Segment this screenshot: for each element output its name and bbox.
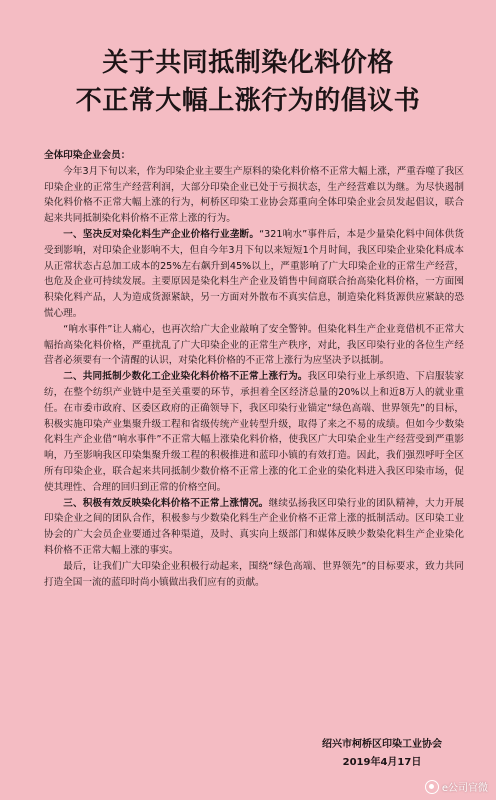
intro-paragraph: 今年3月下旬以来，作为印染企业主要生产原料的染化料价格不正常大幅上涨，严重吞噬了我区印染企业的正常生产经营利润，大部分印染企业已处于亏损状态，生产经营难以为继。为尽快遏制染化料价格不正常大幅上涨的行为，柯桥区印染工业协会郑重向全体印染企业会员发起倡议，联合起来共同抵制染化料价格不正常上涨的行为。 (44, 165, 464, 225)
title-line-1: 关于共同抵制染化料价格 (102, 48, 394, 78)
section-1-continuation: “响水事件”让人痛心，也再次给广大企业敲响了安全警钟。但染化料生产企业竟借机不正常大幅抬高染化料价格，严重扰乱了广大印染企业的正常生产秩序，对此，我区印染行业的各位生产经营者必须要有一个清醒的认识，对染化料价格的不正常上涨行为应坚决予以抵制。 (44, 323, 464, 367)
section-1-heading: 一、坚决反对染化料生产企业价格行业垄断。 (63, 228, 260, 240)
section-2-body: 我区印染行业上承织造、下启服装家纺，在整个纺织产业链中是至关重要的环节，承担着全区经济总量的20%以上和近8万人的就业重任。在市委市政府、区委区政府的正确领导下，我区印染行业锚定“绿色高端、世界领先”的目标，积极实施印染产业集聚升级工程和省级传统产业转型升级，取得了来之不易的成绩。但如今少数染化料生产企业借“响水事件”不正常大幅上涨染化料价格，使我区广大印染企业生产经营受到严重影响，乃至影响我区印染集聚升级工程的积极推进和蓝印小镇的有效打造。因此，我们强烈呼吁全区所有印染企业，联合起来共同抵制少数价格不正常上涨的化工企业的染化料进入我区印染市场，促使其理性、合理的回归到正常的价格空间。 (44, 371, 465, 493)
wechat-icon (425, 780, 439, 794)
signature-date: 2019年4月17日 (342, 757, 422, 768)
section-1 (44, 227, 464, 322)
watermark (425, 779, 488, 794)
signature-block (322, 736, 442, 772)
watermark-text: e公司官微 (441, 783, 488, 794)
document-body (44, 148, 464, 590)
document-title (0, 44, 496, 120)
title-line-2: 不正常大幅上涨行为的倡议书 (75, 86, 421, 116)
section-3-body: 继续弘扬我区印染行业的团队精神，大力开展印染企业之间的团队合作，积极参与少数染化料生产企业价格不正常上涨的抵制活动。区印染工业协会的广大会员企业要通过各种渠道，及时、真实向上级部门和媒体反映少数染化料生产企业染化料价格不正常大幅上涨的事实。 (44, 497, 465, 556)
closing-paragraph: 最后，让我们广大印染企业积极行动起来，围绕“绿色高端、世界领先”的目标要求，致力共同打造全国一流的蓝印时尚小镇做出我们应有的贡献。 (44, 560, 464, 588)
section-2-heading: 二、共同抵制少数化工企业染化料价格不正常上涨行为。 (63, 371, 308, 383)
section-3 (44, 496, 464, 559)
section-1-body: “321响水”事件后，本是少量染化料中间体供货受到影响，对印染企业影响不大，但自今年3月下旬以来短短1个月时间，我区印染企业染化料成本从正常状态占总加工成本的25%左右飙升到45%以上，严重影响了广大印染企业的正常生产经营，也危及企业可持续发展。主要原因是染化料生产企业及销售中间商联合抬高染化料价格，一方面囤积染化料产品，人为造成货源紧缺，另一方面对外散布不真实信息，制造染化料货源供应紧缺的恐慌心理。 (44, 228, 465, 319)
greeting: 全体印染企业会员： (44, 150, 131, 161)
section-3-heading: 三、积极有效反映染化料价格不正常上涨情况。 (63, 497, 269, 509)
signature-org: 绍兴市柯桥区印染工业协会 (322, 739, 442, 750)
section-2 (44, 369, 464, 495)
